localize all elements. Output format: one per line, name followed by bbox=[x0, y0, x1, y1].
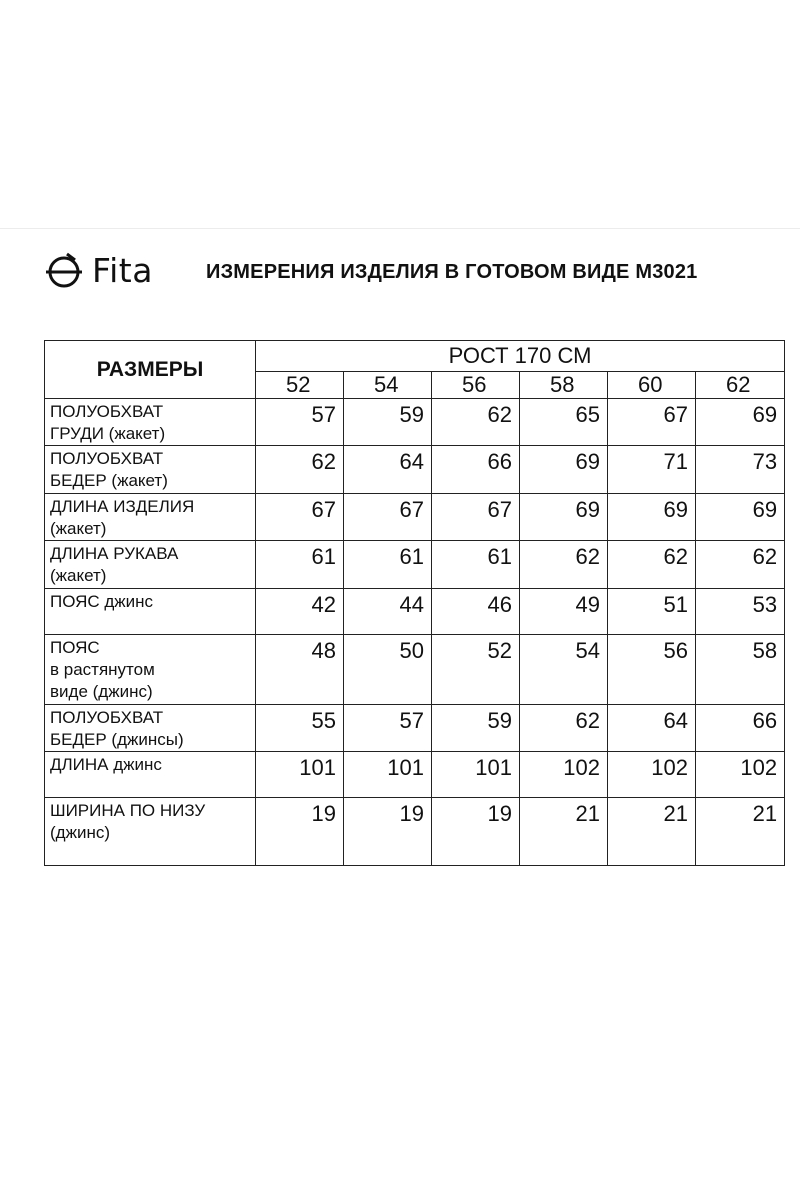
measurement-label-line: ПОЯС джинс bbox=[50, 592, 154, 611]
measurement-row bbox=[45, 494, 785, 541]
measurement-value: 44 bbox=[344, 589, 432, 635]
measurement-value: 62 bbox=[520, 541, 608, 589]
measurement-label-line: ШИРИНА ПО НИЗУ bbox=[50, 801, 206, 820]
measurement-value: 57 bbox=[256, 399, 344, 446]
measurement-value: 69 bbox=[696, 494, 785, 541]
measurement-label-line: ПОЯС bbox=[50, 638, 100, 657]
measurement-value: 58 bbox=[696, 635, 785, 705]
measurement-value: 102 bbox=[608, 752, 696, 798]
measurement-label-line: ПОЛУОБХВАТ bbox=[50, 449, 164, 468]
measurement-value: 53 bbox=[696, 589, 785, 635]
measurement-value: 19 bbox=[256, 798, 344, 866]
measurement-value: 102 bbox=[520, 752, 608, 798]
measurement-value: 66 bbox=[696, 705, 785, 752]
measurement-value: 49 bbox=[520, 589, 608, 635]
measurement-value: 19 bbox=[432, 798, 520, 866]
measurement-label-line: ДЛИНА ИЗДЕЛИЯ bbox=[50, 497, 195, 516]
measurement-label bbox=[45, 399, 256, 446]
measurement-value: 62 bbox=[432, 399, 520, 446]
measurement-value: 52 bbox=[432, 635, 520, 705]
measurement-value: 67 bbox=[432, 494, 520, 541]
measurement-value: 50 bbox=[344, 635, 432, 705]
measurement-value: 71 bbox=[608, 446, 696, 494]
measurement-value: 64 bbox=[608, 705, 696, 752]
measurement-value: 19 bbox=[344, 798, 432, 866]
page-divider bbox=[0, 228, 800, 229]
size-header-cell: 54 bbox=[344, 372, 432, 399]
measurement-row bbox=[45, 635, 785, 705]
measurement-value: 61 bbox=[256, 541, 344, 589]
measurement-label-line: БЕДЕР (жакет) bbox=[50, 471, 168, 490]
document-title: ИЗМЕРЕНИЯ ИЗДЕЛИЯ В ГОТОВОМ ВИДЕ М3021 bbox=[206, 261, 698, 283]
measurement-row bbox=[45, 798, 785, 866]
measurement-value: 21 bbox=[696, 798, 785, 866]
measurement-value: 42 bbox=[256, 589, 344, 635]
measurement-value: 69 bbox=[608, 494, 696, 541]
measurement-label-line: (жакет) bbox=[50, 566, 107, 585]
measurement-value: 56 bbox=[608, 635, 696, 705]
measurement-value: 67 bbox=[608, 399, 696, 446]
measurement-label bbox=[45, 752, 256, 798]
size-header-cell: 60 bbox=[608, 372, 696, 399]
brand-logo bbox=[44, 245, 153, 295]
measurement-label-line: ДЛИНА джинс bbox=[50, 755, 162, 774]
measurement-label-line: БЕДЕР (джинсы) bbox=[50, 730, 184, 749]
measurement-value: 69 bbox=[520, 494, 608, 541]
measurement-label-line: виде (джинс) bbox=[50, 682, 153, 701]
measurement-value: 21 bbox=[520, 798, 608, 866]
measurement-label bbox=[45, 635, 256, 705]
measurement-value: 48 bbox=[256, 635, 344, 705]
measurement-label-line: ДЛИНА РУКАВА bbox=[50, 544, 179, 563]
measurement-value: 57 bbox=[344, 705, 432, 752]
measurement-row bbox=[45, 541, 785, 589]
measurement-value: 67 bbox=[256, 494, 344, 541]
measurement-value: 73 bbox=[696, 446, 785, 494]
measurement-value: 59 bbox=[432, 705, 520, 752]
measurement-value: 65 bbox=[520, 399, 608, 446]
measurement-value: 101 bbox=[432, 752, 520, 798]
measurement-row bbox=[45, 589, 785, 635]
measurement-label bbox=[45, 541, 256, 589]
measurement-value: 64 bbox=[344, 446, 432, 494]
measurement-value: 59 bbox=[344, 399, 432, 446]
measurement-value: 67 bbox=[344, 494, 432, 541]
measurement-value: 66 bbox=[432, 446, 520, 494]
measurement-label-line: (жакет) bbox=[50, 519, 107, 538]
measurement-label-line: ГРУДИ (жакет) bbox=[50, 424, 166, 443]
height-header-cell: РОСТ 170 СМ bbox=[256, 341, 785, 372]
measurement-row bbox=[45, 399, 785, 446]
measurement-value: 46 bbox=[432, 589, 520, 635]
measurement-value: 61 bbox=[344, 541, 432, 589]
size-header-cell: 58 bbox=[520, 372, 608, 399]
measurement-value: 62 bbox=[256, 446, 344, 494]
measurement-label bbox=[45, 589, 256, 635]
measurement-row bbox=[45, 752, 785, 798]
measurement-label-line: в растянутом bbox=[50, 660, 155, 679]
measurement-row bbox=[45, 705, 785, 752]
size-header-cell: 62 bbox=[696, 372, 785, 399]
measurement-value: 54 bbox=[520, 635, 608, 705]
measurement-label bbox=[45, 798, 256, 866]
measurement-value: 69 bbox=[696, 399, 785, 446]
measurement-label-line: ПОЛУОБХВАТ bbox=[50, 708, 164, 727]
measurement-label-line: (джинс) bbox=[50, 823, 110, 842]
sizes-header-cell: РАЗМЕРЫ bbox=[45, 341, 256, 399]
measurement-value: 101 bbox=[256, 752, 344, 798]
measurement-value: 61 bbox=[432, 541, 520, 589]
measurement-value: 101 bbox=[344, 752, 432, 798]
measurement-value: 62 bbox=[520, 705, 608, 752]
measurement-label bbox=[45, 494, 256, 541]
fita-logo-icon bbox=[44, 250, 84, 290]
brand-name: Fita bbox=[92, 250, 153, 290]
measurement-value: 21 bbox=[608, 798, 696, 866]
measurement-label-line: ПОЛУОБХВАТ bbox=[50, 402, 164, 421]
table-header-row bbox=[45, 341, 785, 372]
measurement-value: 102 bbox=[696, 752, 785, 798]
measurement-label bbox=[45, 705, 256, 752]
measurement-value: 69 bbox=[520, 446, 608, 494]
measurement-value: 51 bbox=[608, 589, 696, 635]
size-header-cell: 56 bbox=[432, 372, 520, 399]
document-header bbox=[44, 245, 784, 305]
measurement-label bbox=[45, 446, 256, 494]
measurement-value: 55 bbox=[256, 705, 344, 752]
measurement-value: 62 bbox=[696, 541, 785, 589]
size-chart-table bbox=[44, 340, 785, 866]
measurement-value: 62 bbox=[608, 541, 696, 589]
measurement-row bbox=[45, 446, 785, 494]
size-header-cell: 52 bbox=[256, 372, 344, 399]
